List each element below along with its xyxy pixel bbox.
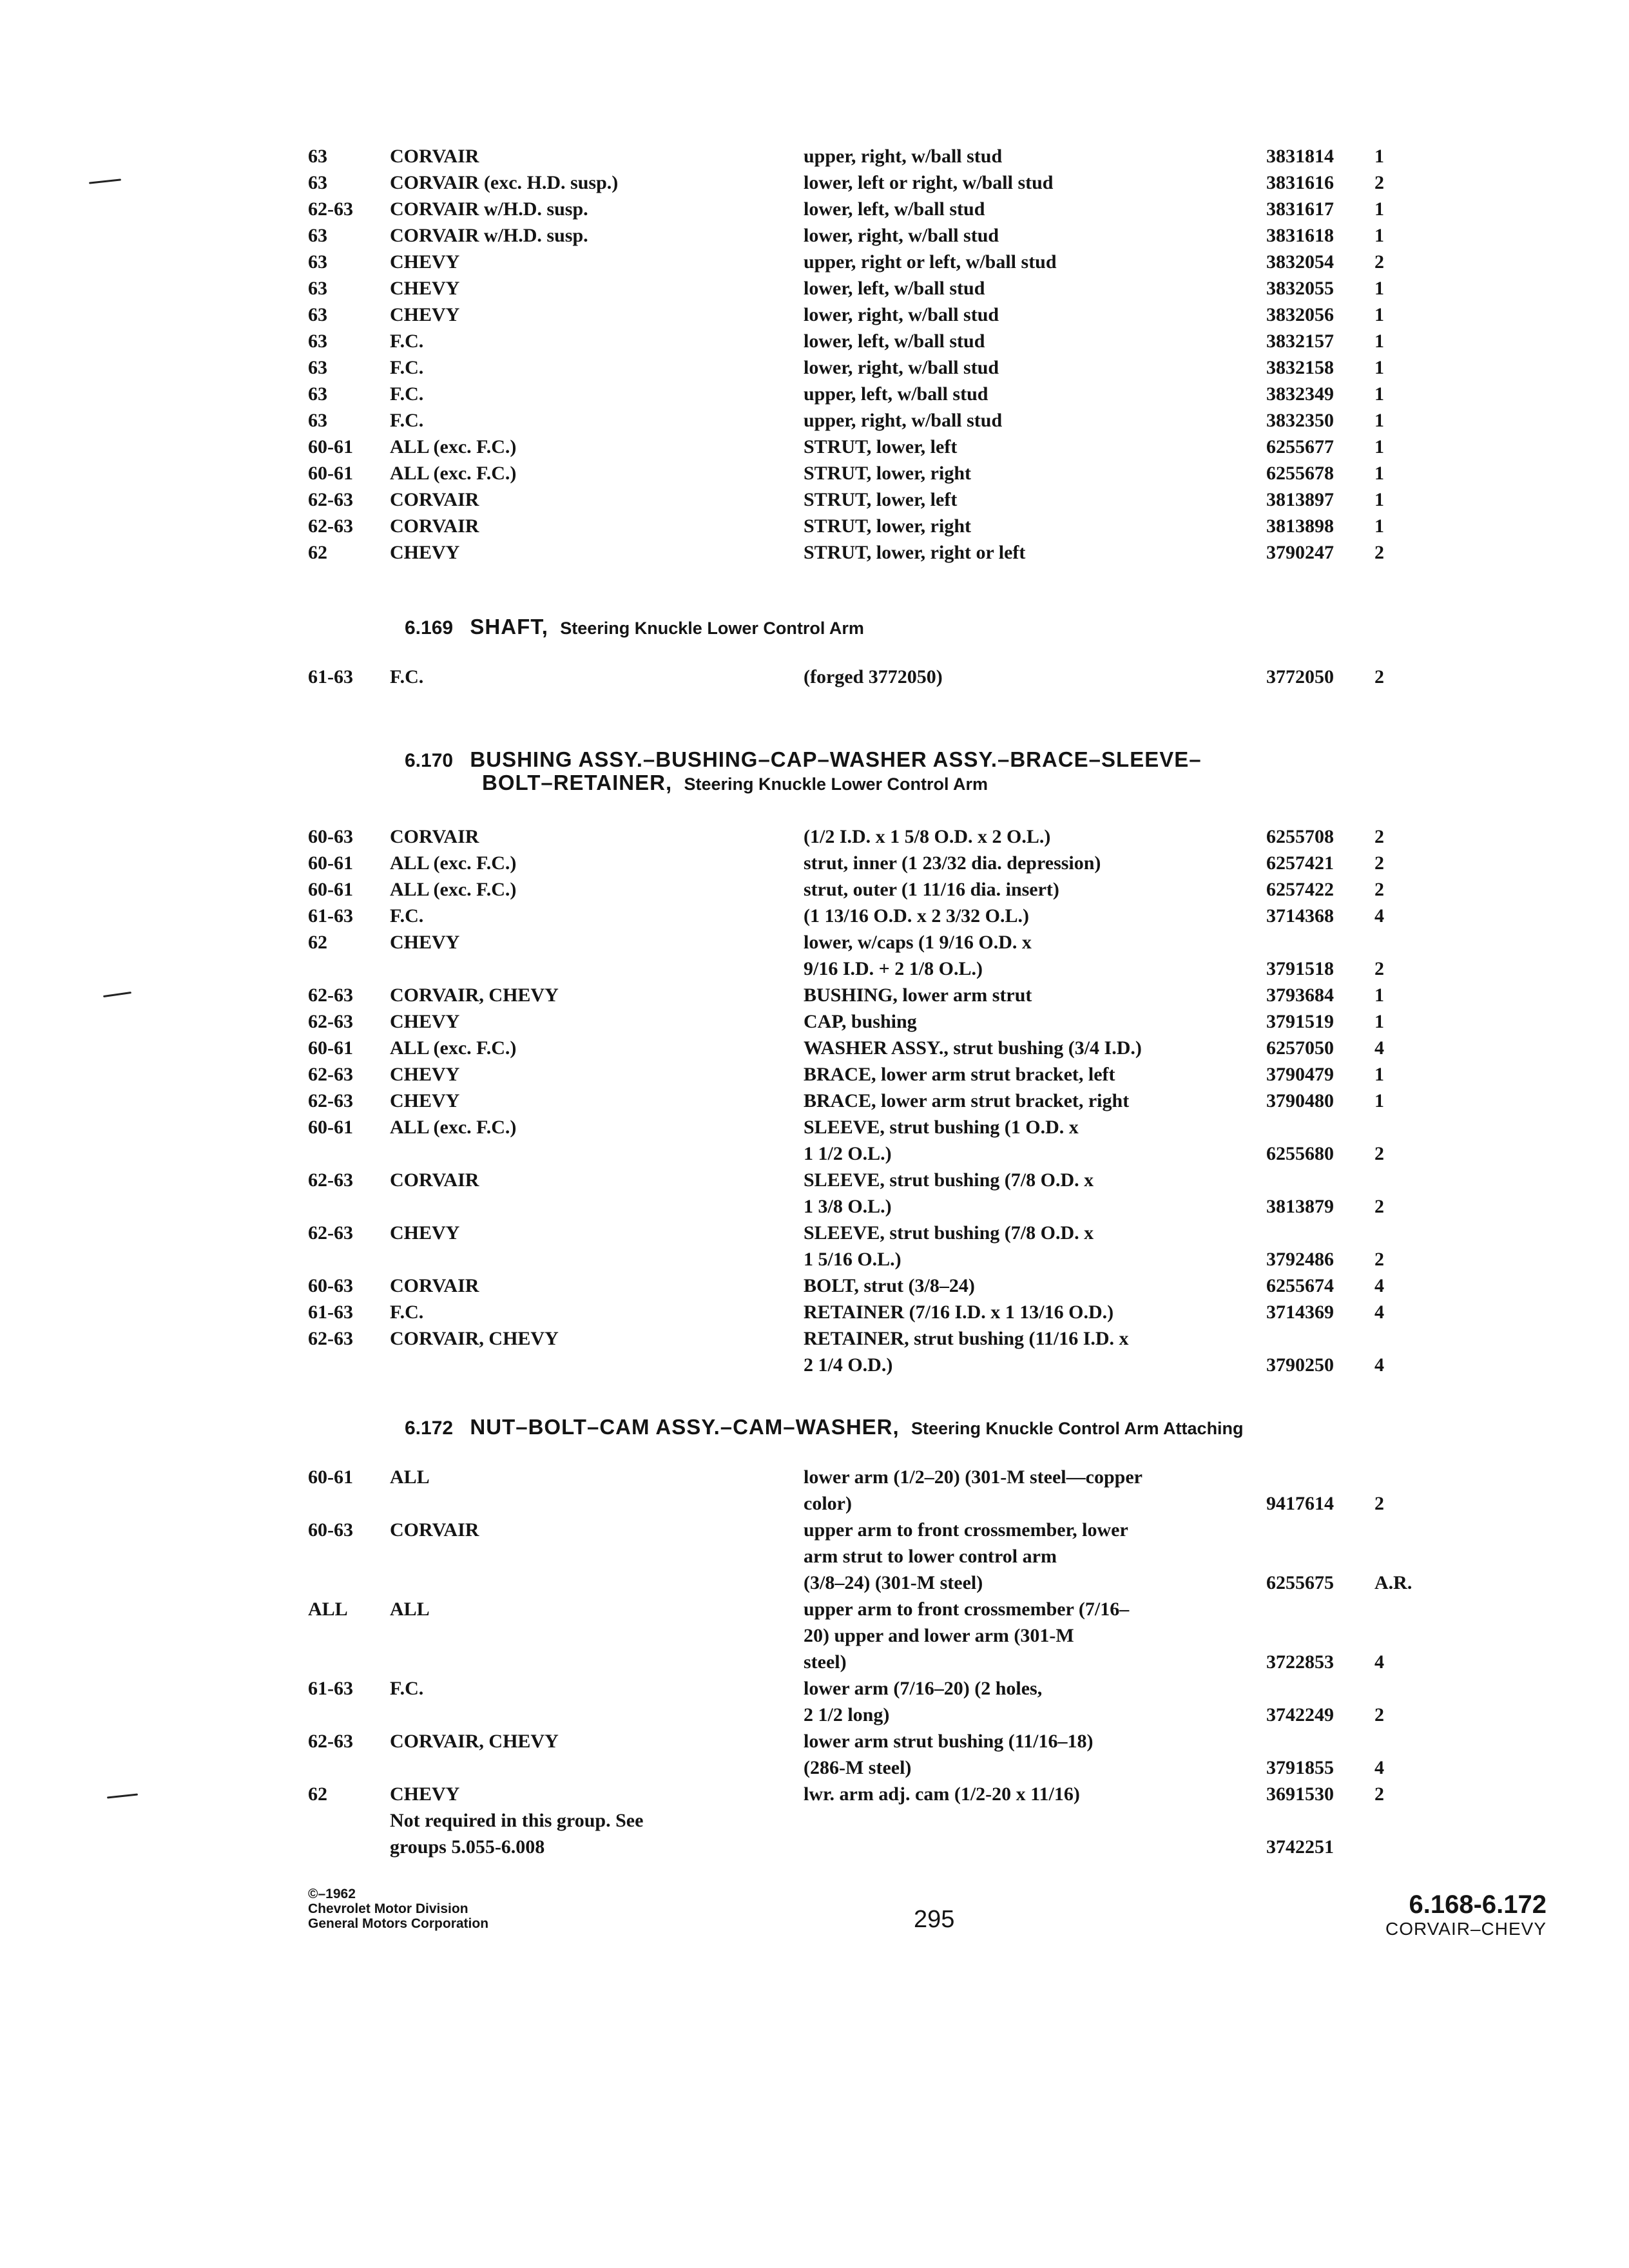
- part-number-cell: 3714368: [1266, 905, 1334, 927]
- year-cell: 62-63: [308, 198, 353, 220]
- year-cell: 63: [308, 304, 327, 325]
- description-cell: lower, left or right, w/ball stud: [804, 172, 1054, 193]
- copyright-text: ©–1962: [308, 1887, 356, 1901]
- description-cell: STRUT, lower, right: [804, 463, 972, 484]
- model-cell: CORVAIR: [390, 489, 479, 510]
- quantity-cell: 4: [1374, 1651, 1384, 1673]
- quantity-cell: 1: [1374, 410, 1384, 431]
- model-cell: ALL (exc. F.C.): [390, 879, 517, 900]
- year-cell: 60-63: [308, 1519, 353, 1541]
- part-number-cell: 3832055: [1266, 278, 1334, 299]
- model-line: CORVAIR–CHEVY: [1385, 1919, 1547, 1939]
- model-cell: ALL (exc. F.C.): [390, 1117, 517, 1138]
- model-cell: CHEVY: [390, 1222, 460, 1244]
- description-cell: lower, w/caps (1 9/16 O.D. x: [804, 932, 1032, 953]
- year-cell: 63: [308, 331, 327, 352]
- description-cell: BUSHING, lower arm strut: [804, 985, 1032, 1006]
- quantity-cell: 4: [1374, 1354, 1384, 1376]
- model-cell: groups 5.055-6.008: [390, 1836, 545, 1858]
- model-cell: F.C.: [390, 410, 424, 431]
- part-number-cell: 3832350: [1266, 410, 1334, 431]
- section-number: 6.170: [405, 750, 454, 771]
- description-cell: STRUT, lower, right: [804, 515, 972, 537]
- quantity-cell: 2: [1374, 666, 1384, 687]
- year-cell: 62-63: [308, 1169, 353, 1191]
- quantity-cell: 1: [1374, 1064, 1384, 1085]
- quantity-cell: 2: [1374, 251, 1384, 273]
- model-cell: CORVAIR, CHEVY: [390, 985, 559, 1006]
- model-cell: ALL (exc. F.C.): [390, 463, 517, 484]
- part-number-cell: 3714369: [1266, 1302, 1334, 1323]
- description-cell: upper, left, w/ball stud: [804, 383, 988, 405]
- quantity-cell: 2: [1374, 1493, 1384, 1514]
- model-cell: ALL: [390, 1466, 430, 1488]
- part-number-cell: 3791518: [1266, 958, 1334, 979]
- description-cell: strut, inner (1 23/32 dia. depression): [804, 852, 1101, 874]
- quantity-cell: 2: [1374, 1704, 1384, 1725]
- part-number-cell: 3831617: [1266, 198, 1334, 220]
- quantity-cell: 1: [1374, 198, 1384, 220]
- quantity-cell: 4: [1374, 1757, 1384, 1778]
- description-cell: (1/2 I.D. x 1 5/8 O.D. x 2 O.L.): [804, 826, 1051, 847]
- year-cell: 60-61: [308, 1037, 353, 1059]
- model-cell: CHEVY: [390, 542, 460, 563]
- year-cell: 63: [308, 278, 327, 299]
- year-cell: 63: [308, 357, 327, 378]
- part-number-cell: 3791855: [1266, 1757, 1334, 1778]
- section-title-sub: Steering Knuckle Lower Control Arm: [560, 619, 864, 638]
- margin-mark: [89, 178, 121, 184]
- part-number-cell: 3790480: [1266, 1090, 1334, 1111]
- description-cell: (1 13/16 O.D. x 2 3/32 O.L.): [804, 905, 1029, 927]
- quantity-cell: A.R.: [1374, 1572, 1412, 1593]
- year-cell: 62-63: [308, 1064, 353, 1085]
- description-cell: steel): [804, 1651, 847, 1673]
- section-title-sub: Steering Knuckle Control Arm Attaching: [911, 1419, 1244, 1438]
- description-cell: arm strut to lower control arm: [804, 1546, 1057, 1567]
- part-number-cell: 3793684: [1266, 985, 1334, 1006]
- section-title-main: NUT–BOLT–CAM ASSY.–CAM–WASHER,: [470, 1415, 900, 1439]
- model-cell: Not required in this group. See: [390, 1810, 644, 1831]
- part-number-cell: 6255708: [1266, 826, 1334, 847]
- description-cell: lower arm strut bushing (11/16–18): [804, 1731, 1094, 1752]
- description-cell: 2 1/4 O.D.): [804, 1354, 893, 1376]
- section-header-6-170: [405, 747, 1202, 772]
- quantity-cell: 1: [1374, 383, 1384, 405]
- part-number-cell: 3831618: [1266, 225, 1334, 246]
- quantity-cell: 2: [1374, 172, 1384, 193]
- section-title-sub: Steering Knuckle Lower Control Arm: [684, 774, 988, 794]
- page-number: 295: [914, 1906, 955, 1933]
- model-cell: CHEVY: [390, 1064, 460, 1085]
- model-cell: ALL (exc. F.C.): [390, 1037, 517, 1059]
- part-number-cell: 6255680: [1266, 1143, 1334, 1164]
- description-cell: lower arm (1/2–20) (301-M steel—copper: [804, 1466, 1142, 1488]
- quantity-cell: 4: [1374, 1275, 1384, 1296]
- part-number-cell: 3742249: [1266, 1704, 1334, 1725]
- part-number-cell: 3722853: [1266, 1651, 1334, 1673]
- year-cell: 62-63: [308, 1011, 353, 1032]
- description-cell: SLEEVE, strut bushing (7/8 O.D. x: [804, 1222, 1094, 1244]
- description-cell: lower, left, w/ball stud: [804, 331, 985, 352]
- part-number-cell: 6255677: [1266, 436, 1334, 457]
- model-cell: F.C.: [390, 383, 424, 405]
- year-cell: 62-63: [308, 489, 353, 510]
- quantity-cell: 2: [1374, 1783, 1384, 1805]
- part-number-cell: 3832158: [1266, 357, 1334, 378]
- description-cell: RETAINER (7/16 I.D. x 1 13/16 O.D.): [804, 1302, 1114, 1323]
- description-cell: BOLT, strut (3/8–24): [804, 1275, 975, 1296]
- year-cell: 63: [308, 146, 327, 167]
- description-cell: upper, right, w/ball stud: [804, 146, 1003, 167]
- model-cell: ALL: [390, 1599, 430, 1620]
- description-cell: BRACE, lower arm strut bracket, left: [804, 1064, 1115, 1085]
- year-cell: 63: [308, 383, 327, 405]
- quantity-cell: 1: [1374, 278, 1384, 299]
- year-cell: 62-63: [308, 985, 353, 1006]
- part-number-cell: 3792486: [1266, 1249, 1334, 1270]
- model-cell: CHEVY: [390, 1011, 460, 1032]
- part-number-cell: 3832157: [1266, 331, 1334, 352]
- part-number-cell: 3813898: [1266, 515, 1334, 537]
- quantity-cell: 2: [1374, 958, 1384, 979]
- model-cell: F.C.: [390, 1302, 424, 1323]
- model-cell: F.C.: [390, 666, 424, 687]
- quantity-cell: 2: [1374, 879, 1384, 900]
- division-text: Chevrolet Motor Division: [308, 1901, 468, 1916]
- part-number-cell: 3831814: [1266, 146, 1334, 167]
- description-cell: (3/8–24) (301-M steel): [804, 1572, 983, 1593]
- quantity-cell: 2: [1374, 542, 1384, 563]
- section-title-main: BUSHING ASSY.–BUSHING–CAP–WASHER ASSY.–BRACE–SLEEVE–: [470, 747, 1202, 771]
- year-cell: 60-61: [308, 1117, 353, 1138]
- quantity-cell: 1: [1374, 489, 1384, 510]
- quantity-cell: 1: [1374, 146, 1384, 167]
- part-number-cell: 6255675: [1266, 1572, 1334, 1593]
- description-cell: upper arm to front crossmember, lower: [804, 1519, 1128, 1541]
- year-cell: 62-63: [308, 1731, 353, 1752]
- quantity-cell: 4: [1374, 905, 1384, 927]
- description-cell: SLEEVE, strut bushing (1 O.D. x: [804, 1117, 1079, 1138]
- part-number-cell: 3831616: [1266, 172, 1334, 193]
- year-cell: 61-63: [308, 666, 353, 687]
- margin-mark: [107, 1793, 138, 1798]
- description-cell: upper, right, w/ball stud: [804, 410, 1003, 431]
- year-cell: 60-61: [308, 1466, 353, 1488]
- section-header-6-169: [405, 615, 864, 639]
- part-number-cell: 6257050: [1266, 1037, 1334, 1059]
- model-cell: CORVAIR: [390, 1519, 479, 1541]
- model-cell: ALL (exc. F.C.): [390, 436, 517, 457]
- part-number-cell: 6257421: [1266, 852, 1334, 874]
- quantity-cell: 1: [1374, 985, 1384, 1006]
- description-cell: strut, outer (1 11/16 dia. insert): [804, 879, 1059, 900]
- description-cell: 1 3/8 O.L.): [804, 1196, 892, 1217]
- model-cell: CHEVY: [390, 304, 460, 325]
- part-number-cell: 6255674: [1266, 1275, 1334, 1296]
- year-cell: 63: [308, 172, 327, 193]
- model-cell: F.C.: [390, 1678, 424, 1699]
- year-cell: 63: [308, 410, 327, 431]
- model-cell: CORVAIR: [390, 146, 479, 167]
- corporation-text: General Motors Corporation: [308, 1916, 489, 1931]
- year-cell: 62: [308, 542, 327, 563]
- description-cell: lower arm (7/16–20) (2 holes,: [804, 1678, 1043, 1699]
- part-number-cell: 3790250: [1266, 1354, 1334, 1376]
- description-cell: color): [804, 1493, 852, 1514]
- year-cell: 60-63: [308, 1275, 353, 1296]
- description-cell: lower, right, w/ball stud: [804, 304, 999, 325]
- quantity-cell: 1: [1374, 357, 1384, 378]
- quantity-cell: 1: [1374, 436, 1384, 457]
- year-cell: 60-61: [308, 463, 353, 484]
- description-cell: upper, right or left, w/ball stud: [804, 251, 1057, 273]
- model-cell: CORVAIR, CHEVY: [390, 1731, 559, 1752]
- description-cell: 1 5/16 O.L.): [804, 1249, 901, 1270]
- description-cell: 9/16 I.D. + 2 1/8 O.L.): [804, 958, 983, 979]
- description-cell: STRUT, lower, left: [804, 436, 958, 457]
- description-cell: lwr. arm adj. cam (1/2-20 x 11/16): [804, 1783, 1080, 1805]
- part-number-cell: 3691530: [1266, 1783, 1334, 1805]
- description-cell: lower, right, w/ball stud: [804, 357, 999, 378]
- part-number-cell: 6257422: [1266, 879, 1334, 900]
- model-cell: CHEVY: [390, 932, 460, 953]
- model-cell: CHEVY: [390, 278, 460, 299]
- model-cell: CORVAIR w/H.D. susp.: [390, 225, 588, 246]
- year-cell: 60-63: [308, 826, 353, 847]
- description-cell: WASHER ASSY., strut bushing (3/4 I.D.): [804, 1037, 1142, 1059]
- model-cell: CORVAIR (exc. H.D. susp.): [390, 172, 619, 193]
- quantity-cell: 1: [1374, 225, 1384, 246]
- section-number: 6.169: [405, 617, 454, 639]
- part-number-cell: 3832349: [1266, 383, 1334, 405]
- year-cell: 62: [308, 1783, 327, 1805]
- model-cell: F.C.: [390, 357, 424, 378]
- year-cell: ALL: [308, 1599, 348, 1620]
- description-cell: BRACE, lower arm strut bracket, right: [804, 1090, 1130, 1111]
- description-cell: lower, right, w/ball stud: [804, 225, 999, 246]
- quantity-cell: 2: [1374, 852, 1384, 874]
- model-cell: CORVAIR: [390, 1275, 479, 1296]
- quantity-cell: 2: [1374, 1196, 1384, 1217]
- part-number-cell: 9417614: [1266, 1493, 1334, 1514]
- year-cell: 62-63: [308, 515, 353, 537]
- model-cell: ALL (exc. F.C.): [390, 852, 517, 874]
- section-header-6-172: [405, 1415, 1244, 1439]
- quantity-cell: 1: [1374, 515, 1384, 537]
- footer-copyright-block: [308, 1887, 488, 1931]
- year-cell: 60-61: [308, 436, 353, 457]
- year-cell: 61-63: [308, 1302, 353, 1323]
- section-number: 6.172: [405, 1418, 454, 1439]
- quantity-cell: 1: [1374, 331, 1384, 352]
- year-cell: 60-61: [308, 879, 353, 900]
- year-cell: 62-63: [308, 1222, 353, 1244]
- part-number-cell: 3791519: [1266, 1011, 1334, 1032]
- description-cell: SLEEVE, strut bushing (7/8 O.D. x: [804, 1169, 1094, 1191]
- model-cell: CORVAIR: [390, 1169, 479, 1191]
- model-cell: CHEVY: [390, 1090, 460, 1111]
- quantity-cell: 1: [1374, 1090, 1384, 1111]
- quantity-cell: 1: [1374, 304, 1384, 325]
- quantity-cell: 1: [1374, 463, 1384, 484]
- description-cell: 2 1/2 long): [804, 1704, 890, 1725]
- part-number-cell: 3832056: [1266, 304, 1334, 325]
- part-number-cell: 3813897: [1266, 489, 1334, 510]
- part-number-cell: 3832054: [1266, 251, 1334, 273]
- description-cell: (286-M steel): [804, 1757, 912, 1778]
- model-cell: CHEVY: [390, 1783, 460, 1805]
- quantity-cell: 2: [1374, 1143, 1384, 1164]
- year-cell: 63: [308, 225, 327, 246]
- part-number-cell: 3790479: [1266, 1064, 1334, 1085]
- quantity-cell: 2: [1374, 1249, 1384, 1270]
- quantity-cell: 1: [1374, 1011, 1384, 1032]
- description-cell: RETAINER, strut bushing (11/16 I.D. x: [804, 1328, 1129, 1349]
- quantity-cell: 4: [1374, 1037, 1384, 1059]
- part-number-cell: 3772050: [1266, 666, 1334, 687]
- description-cell: CAP, bushing: [804, 1011, 917, 1032]
- part-number-cell: 3813879: [1266, 1196, 1334, 1217]
- group-range: 6.168-6.172: [1409, 1890, 1547, 1919]
- model-cell: CORVAIR: [390, 515, 479, 537]
- quantity-cell: 4: [1374, 1302, 1384, 1323]
- model-cell: CORVAIR, CHEVY: [390, 1328, 559, 1349]
- description-cell: (forged 3772050): [804, 666, 943, 687]
- model-cell: F.C.: [390, 905, 424, 927]
- section-title-main-2: BOLT–RETAINER,: [482, 771, 673, 794]
- part-number-cell: 6255678: [1266, 463, 1334, 484]
- year-cell: 62-63: [308, 1328, 353, 1349]
- description-cell: STRUT, lower, right or left: [804, 542, 1026, 563]
- year-cell: 60-61: [308, 852, 353, 874]
- model-cell: CORVAIR w/H.D. susp.: [390, 198, 588, 220]
- description-cell: lower, left, w/ball stud: [804, 198, 985, 220]
- part-number-cell: 3790247: [1266, 542, 1334, 563]
- description-cell: lower, left, w/ball stud: [804, 278, 985, 299]
- part-number-cell: 3742251: [1266, 1836, 1334, 1858]
- year-cell: 62: [308, 932, 327, 953]
- section-header-6-170-line2: [482, 771, 988, 795]
- quantity-cell: 2: [1374, 826, 1384, 847]
- description-cell: 20) upper and lower arm (301-M: [804, 1625, 1074, 1646]
- section-title-main: SHAFT,: [470, 615, 548, 639]
- year-cell: 62-63: [308, 1090, 353, 1111]
- year-cell: 61-63: [308, 1678, 353, 1699]
- description-cell: STRUT, lower, left: [804, 489, 958, 510]
- margin-mark: [103, 992, 131, 997]
- description-cell: 1 1/2 O.L.): [804, 1143, 892, 1164]
- year-cell: 61-63: [308, 905, 353, 927]
- model-cell: CHEVY: [390, 251, 460, 273]
- description-cell: upper arm to front crossmember (7/16–: [804, 1599, 1130, 1620]
- model-cell: F.C.: [390, 331, 424, 352]
- year-cell: 63: [308, 251, 327, 273]
- model-cell: CORVAIR: [390, 826, 479, 847]
